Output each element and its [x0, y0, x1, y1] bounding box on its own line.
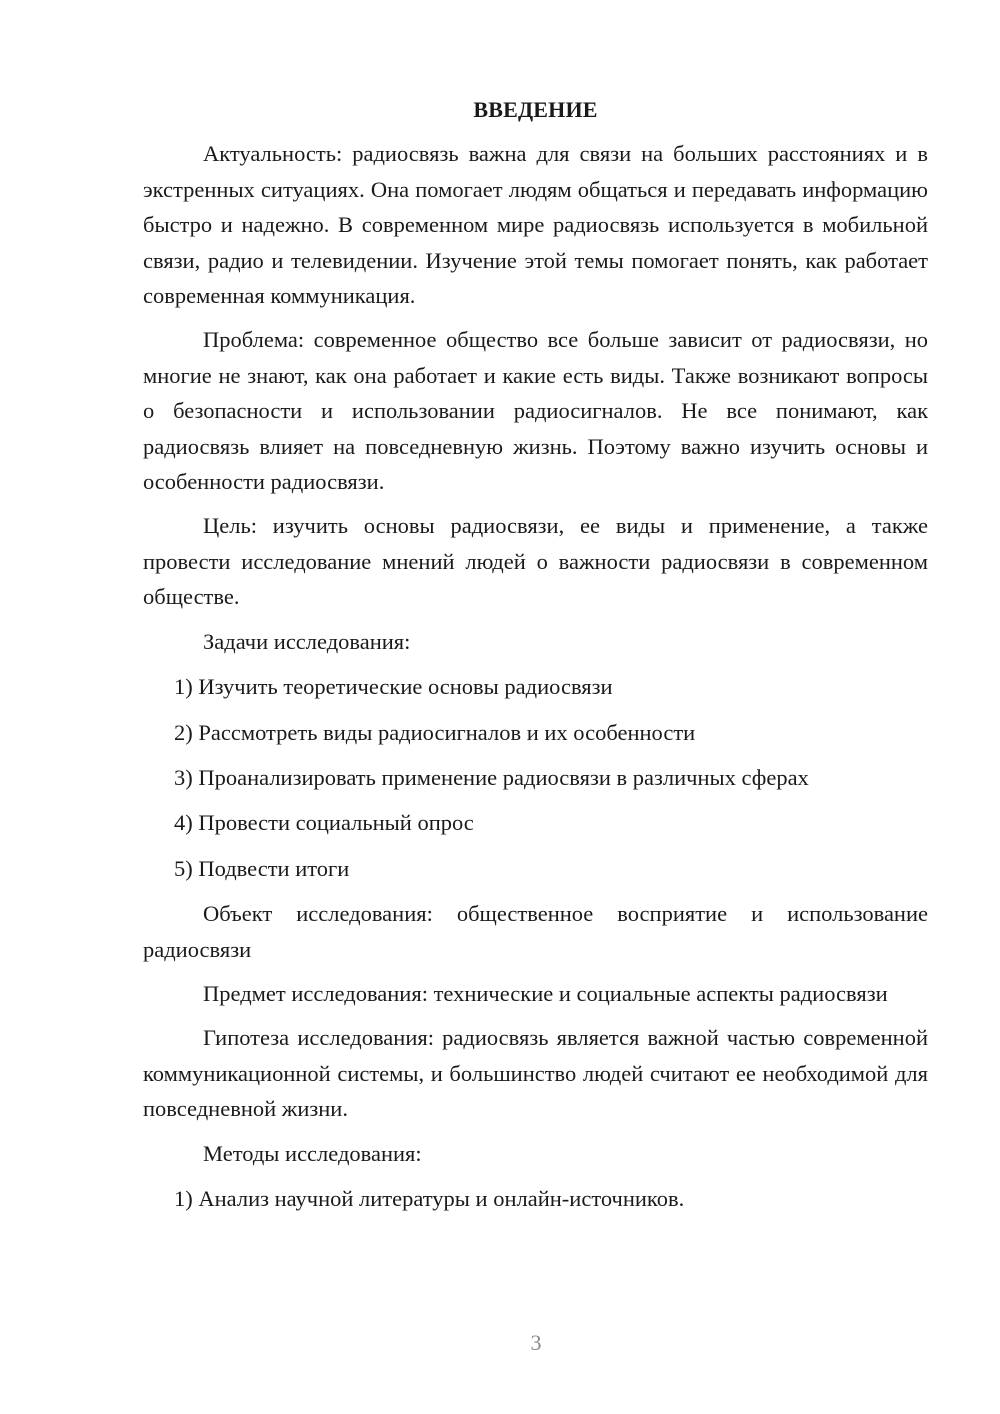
list-item: 5) Подвести итоги	[174, 855, 350, 881]
methods-heading: Методы исследования:	[203, 1140, 422, 1166]
tasks-list	[143, 669, 928, 886]
list-item: 3) Проанализировать применение радиосвязи в различных сферах	[174, 764, 809, 790]
methods-list	[143, 1181, 928, 1216]
tasks-heading: Задачи исследования:	[203, 628, 411, 654]
subject-paragraph: Предмет исследования: технические и социальные аспекты радиосвязи	[203, 980, 888, 1006]
hypothesis-paragraph: Гипотеза исследования: радиосвязь является важной частью современной коммуникационной системы, и большинство людей считают ее необходимой для повседневной жизни.	[143, 1025, 928, 1122]
problem-paragraph: Проблема: современное общество все больше зависит от радиосвязи, но многие не знают, как она работает и какие есть виды. Также возникают вопросы о безопасности и использовании радиосигналов. Не все понимают, как радиосвязь влияет на повседневную жизнь. Поэтому важно изучить основы и особенности радиосвязи.	[143, 327, 928, 495]
page-number: 3	[530, 1330, 542, 1355]
goal-paragraph: Цель: изучить основы радиосвязи, ее виды и применение, а также провести исследование мнений людей о важности радиосвязи в современном обществе.	[143, 513, 928, 610]
list-item: 4) Провести социальный опрос	[174, 810, 474, 836]
list-item: 2) Рассмотреть виды радиосигналов и их особенности	[174, 719, 696, 745]
relevance-paragraph: Актуальность: радиосвязь важна для связи на больших расстояниях и в экстренных ситуациях. Она помогает людям общаться и передавать информацию быстро и надежно. В современном мире радиосвязь используется в мобильной связи, радио и телевидении. Изучение этой темы помогает понять, как работает современная коммуникация.	[143, 141, 928, 309]
object-paragraph: Объект исследования: общественное восприятие и использование радиосвязи	[143, 901, 928, 962]
section-title: ВВЕДЕНИЕ	[473, 97, 598, 122]
list-item: 1) Анализ научной литературы и онлайн-источников.	[174, 1185, 685, 1211]
list-item: 1) Изучить теоретические основы радиосвязи	[174, 674, 613, 700]
page-content	[143, 92, 928, 1226]
